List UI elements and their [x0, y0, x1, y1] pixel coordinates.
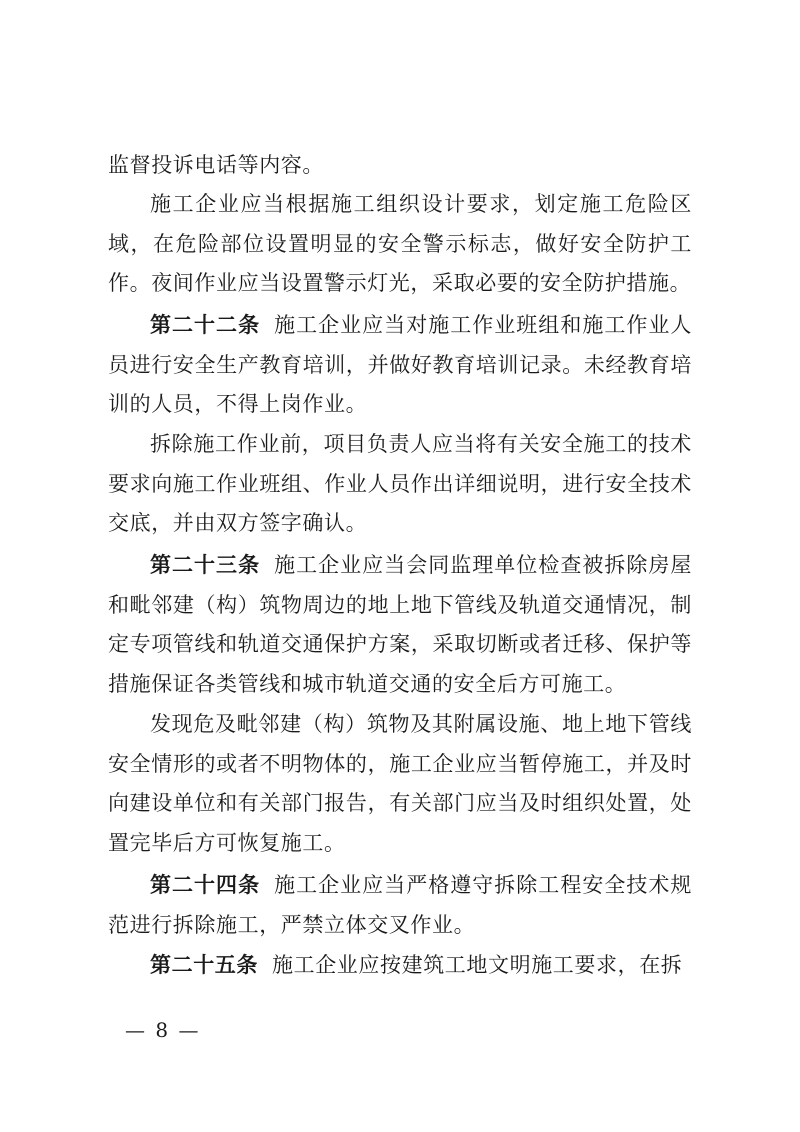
paragraph-text: 施工企业应当严格遵守拆除工程安全技术规范进行拆除施工，严禁立体交叉作业。: [108, 873, 692, 937]
article-label: 第二十二条: [150, 312, 261, 337]
article-25: [108, 945, 692, 986]
paragraph-text: 施工企业应当对施工作业班组和施工作业人员进行安全生产教育培训，并做好教育培训记录。未经教育培训的人员，不得上岗作业。: [108, 313, 692, 416]
paragraph-text: 发现危及毗邻建（构）筑物及其附属设施、地上地下管线安全情形的或者不明物体的，施工企业应当暂停施工，并及时向建设单位和有关部门报告，有关部门应当及时组织处置，处置完毕后方可恢复施工。: [108, 712, 692, 855]
article-label: 第二十五条: [150, 952, 258, 977]
paragraph-1: [108, 146, 692, 186]
article-label: 第二十四条: [150, 872, 261, 897]
article-24: [108, 865, 692, 945]
paragraph-text: 监督投诉电话等内容。: [108, 153, 324, 177]
article-22: [108, 305, 692, 425]
paragraph-text: 施工企业应按建筑工地文明施工要求，在拆: [272, 953, 683, 977]
article-23: [108, 545, 692, 704]
paragraph-text: 施工企业应当会同监理单位检查被拆除房屋和毗邻建（构）筑物周边的地上地下管线及轨道交通情况，制定专项管线和轨道交通保护方案，采取切断或者迁移、保护等措施保证各类管线和城市轨道交通的安全后方可施工。: [108, 553, 692, 696]
paragraph-text: 拆除施工作业前，项目负责人应当将有关安全施工的技术要求向施工作业班组、作业人员作出详细说明，进行安全技术交底，并由双方签字确认。: [108, 432, 692, 535]
paragraph-text: 施工企业应当根据施工组织设计要求，划定施工危险区域，在危险部位设置明显的安全警示标志，做好安全防护工作。夜间作业应当设置警示灯光，采取必要的安全防护措施。: [108, 192, 692, 295]
page-number: — 8 —: [125, 1018, 201, 1042]
article-label: 第二十三条: [150, 552, 261, 577]
paragraph-2: [108, 185, 692, 304]
paragraph-6: [108, 705, 692, 863]
paragraph-4: [108, 425, 692, 544]
